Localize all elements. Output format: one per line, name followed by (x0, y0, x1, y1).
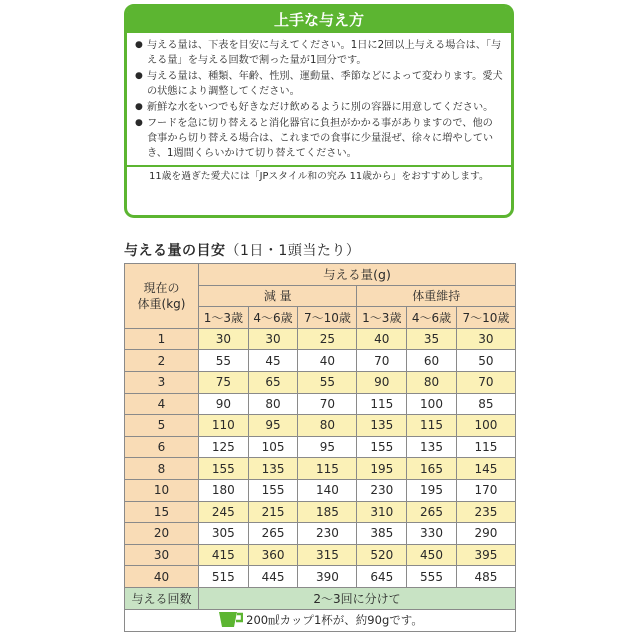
amount-cell: 135 (248, 458, 298, 480)
weight-cell: 15 (125, 501, 199, 523)
weight-cell: 1 (125, 328, 199, 350)
amount-cell: 170 (456, 479, 515, 501)
weight-cell: 5 (125, 415, 199, 437)
amount-cell: 415 (199, 544, 249, 566)
amount-cell: 80 (248, 393, 298, 415)
header-age: 1〜3歳 (357, 307, 407, 329)
header-amount: 与える量(g) (199, 264, 516, 286)
table-row (125, 328, 516, 350)
table-row (125, 436, 516, 458)
amount-cell: 45 (248, 350, 298, 372)
feeding-frequency-value: 2〜3回に分けて (199, 587, 516, 609)
amount-cell: 60 (407, 350, 457, 372)
amount-cell: 485 (456, 566, 515, 588)
amount-cell: 245 (199, 501, 249, 523)
amount-cell: 520 (357, 544, 407, 566)
amount-cell: 95 (248, 415, 298, 437)
amount-cell: 100 (456, 415, 515, 437)
header-group-maintain: 体重維持 (357, 285, 516, 307)
amount-cell: 115 (407, 415, 457, 437)
amount-cell: 230 (357, 479, 407, 501)
amount-cell: 55 (199, 350, 249, 372)
amount-cell: 265 (248, 523, 298, 545)
amount-cell: 30 (456, 328, 515, 350)
table-row (125, 350, 516, 372)
amount-cell: 385 (357, 523, 407, 545)
amount-cell: 90 (199, 393, 249, 415)
amount-cell: 230 (298, 523, 357, 545)
amount-cell: 50 (456, 350, 515, 372)
tips-list (127, 33, 511, 161)
amount-cell: 185 (298, 501, 357, 523)
header-age: 7〜10歳 (456, 307, 515, 329)
feeding-amount-table (124, 263, 516, 632)
bullet-icon: ● (135, 40, 143, 50)
amount-cell: 135 (407, 436, 457, 458)
amount-cell: 195 (357, 458, 407, 480)
amount-cell: 515 (199, 566, 249, 588)
amount-cell: 135 (357, 415, 407, 437)
amount-cell: 40 (357, 328, 407, 350)
amount-cell: 450 (407, 544, 457, 566)
feeding-tips-box (124, 4, 514, 218)
tips-title: 上手な与え方 (127, 7, 511, 33)
amount-cell: 155 (357, 436, 407, 458)
table-row (125, 544, 516, 566)
amount-cell: 555 (407, 566, 457, 588)
table-title-sub: （1日・1頭当たり） (225, 243, 361, 259)
amount-cell: 395 (456, 544, 515, 566)
header-age: 4〜6歳 (248, 307, 298, 329)
tip-item (135, 116, 503, 161)
amount-cell: 290 (456, 523, 515, 545)
weight-cell: 8 (125, 458, 199, 480)
tip-text: 与える量は、下表を目安に与えてください。1日に2回以上与える場合は、「与える量」を与える回数で割った量が1回分です。 (147, 40, 502, 66)
table-row (125, 501, 516, 523)
weight-cell: 6 (125, 436, 199, 458)
amount-cell: 110 (199, 415, 249, 437)
amount-cell: 35 (407, 328, 457, 350)
tip-item (135, 69, 503, 99)
amount-cell: 30 (248, 328, 298, 350)
amount-cell: 145 (456, 458, 515, 480)
table-row (125, 523, 516, 545)
amount-cell: 215 (248, 501, 298, 523)
amount-cell: 100 (407, 393, 457, 415)
weight-cell: 40 (125, 566, 199, 588)
header-age: 4〜6歳 (407, 307, 457, 329)
bullet-icon: ● (135, 118, 143, 128)
amount-cell: 55 (298, 371, 357, 393)
amount-cell: 70 (298, 393, 357, 415)
header-age: 7〜10歳 (298, 307, 357, 329)
header-weight-line1: 現在の (143, 280, 180, 295)
amount-cell: 155 (199, 458, 249, 480)
table-title (124, 240, 360, 260)
table-row (125, 458, 516, 480)
table-body (125, 328, 516, 587)
header-age: 1〜3歳 (199, 307, 249, 329)
amount-cell: 80 (298, 415, 357, 437)
amount-cell: 165 (407, 458, 457, 480)
amount-cell: 115 (298, 458, 357, 480)
table-row (125, 371, 516, 393)
amount-cell: 360 (248, 544, 298, 566)
bullet-icon: ● (135, 102, 143, 112)
amount-cell: 115 (456, 436, 515, 458)
amount-cell: 390 (298, 566, 357, 588)
weight-cell: 30 (125, 544, 199, 566)
cup-note (125, 609, 516, 631)
tip-text: フードを急に切り替えると消化器官に負担がかかる事がありますので、他の食事から切り替える場合は、これまでの食事に少量混ぜ、徐々に増やしていき、1週間くらいかけて切り替えてください。 (147, 118, 494, 159)
table-row (125, 479, 516, 501)
amount-cell: 40 (298, 350, 357, 372)
weight-cell: 3 (125, 371, 199, 393)
tip-text: 与える量は、種類、年齢、性別、運動量、季節などによって変わります。愛犬の状態により調整してください。 (147, 71, 503, 97)
header-weight (125, 264, 199, 329)
weight-cell: 2 (125, 350, 199, 372)
tips-footer: 11歳を過ぎた愛犬には「JPスタイル和の究み 11歳から」をおすすめします。 (149, 171, 489, 182)
amount-cell: 645 (357, 566, 407, 588)
amount-cell: 195 (407, 479, 457, 501)
cup-note-text: 200㎖カップ1杯が、約90gです。 (246, 612, 423, 627)
header-weight-line2: 体重(kg) (137, 296, 186, 311)
amount-cell: 125 (199, 436, 249, 458)
amount-cell: 25 (298, 328, 357, 350)
amount-cell: 115 (357, 393, 407, 415)
amount-cell: 235 (456, 501, 515, 523)
tip-text: 新鮮な水をいつでも好きなだけ飲めるように別の容器に用意してください。 (147, 102, 494, 113)
weight-cell: 4 (125, 393, 199, 415)
amount-cell: 105 (248, 436, 298, 458)
amount-cell: 85 (456, 393, 515, 415)
table-row (125, 393, 516, 415)
amount-cell: 180 (199, 479, 249, 501)
weight-cell: 10 (125, 479, 199, 501)
amount-cell: 265 (407, 501, 457, 523)
amount-cell: 310 (357, 501, 407, 523)
amount-cell: 30 (199, 328, 249, 350)
amount-cell: 330 (407, 523, 457, 545)
amount-cell: 75 (199, 371, 249, 393)
amount-cell: 70 (357, 350, 407, 372)
amount-cell: 305 (199, 523, 249, 545)
amount-cell: 140 (298, 479, 357, 501)
amount-cell: 315 (298, 544, 357, 566)
header-group-reduce: 減 量 (199, 285, 357, 307)
tip-item (135, 100, 503, 115)
weight-cell: 20 (125, 523, 199, 545)
amount-cell: 155 (248, 479, 298, 501)
amount-cell: 90 (357, 371, 407, 393)
bullet-icon: ● (135, 71, 143, 81)
tip-item (135, 38, 503, 68)
amount-cell: 445 (248, 566, 298, 588)
feeding-frequency-label: 与える回数 (125, 587, 199, 609)
amount-cell: 65 (248, 371, 298, 393)
table-row (125, 566, 516, 588)
table-row (125, 415, 516, 437)
table-title-main: 与える量の目安 (124, 243, 226, 259)
measuring-cup-icon (217, 610, 243, 631)
amount-cell: 95 (298, 436, 357, 458)
amount-cell: 80 (407, 371, 457, 393)
amount-cell: 70 (456, 371, 515, 393)
